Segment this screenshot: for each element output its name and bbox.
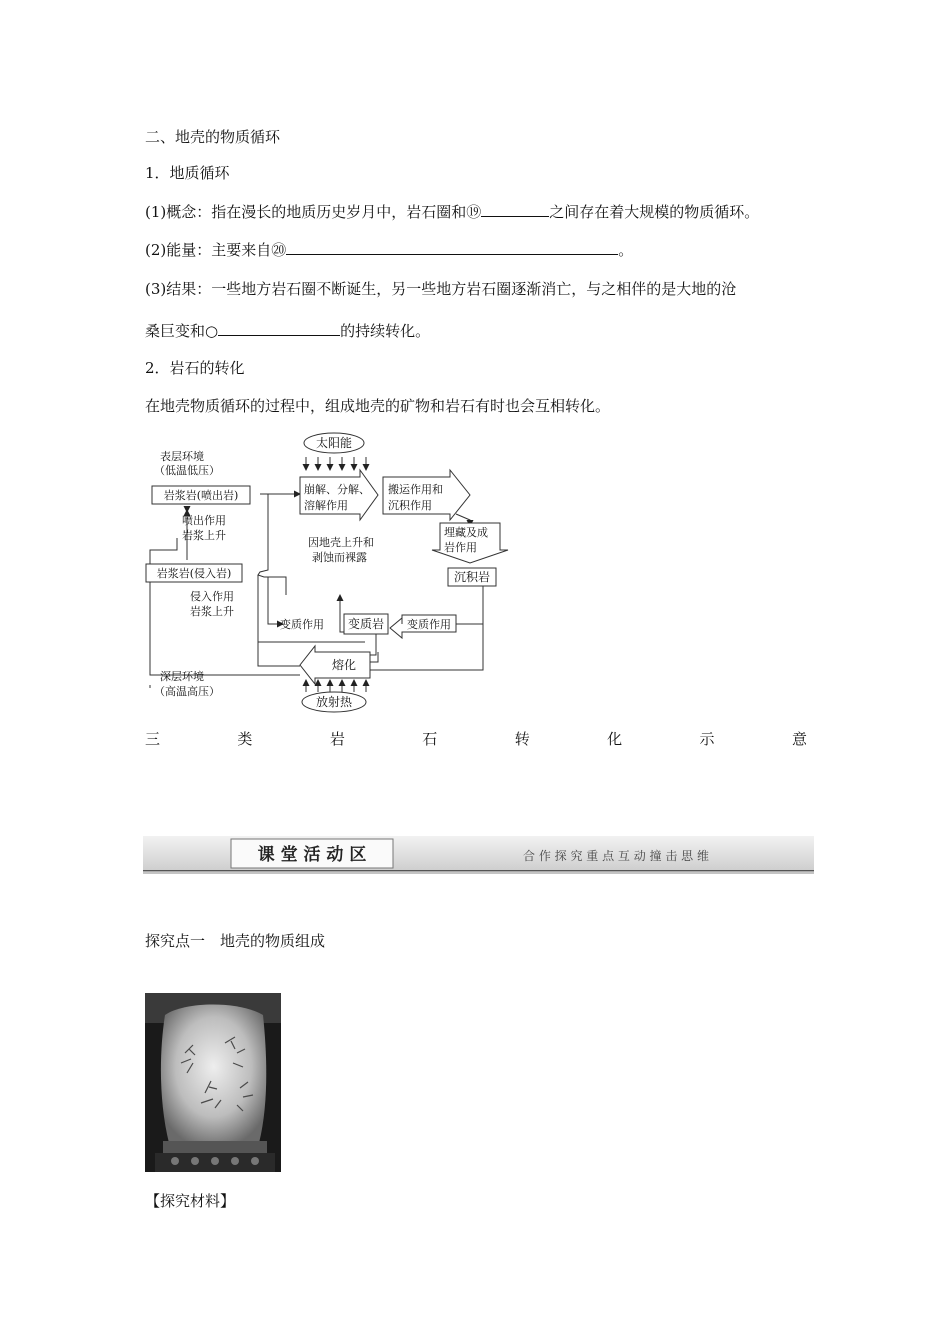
classroom-activity-banner: [143, 836, 814, 874]
metamorphic-label: 变质岩: [347, 617, 385, 631]
result-text-end: 的持续转化。: [340, 322, 431, 340]
intrusion-label-1: 侵入作用: [190, 590, 234, 603]
burial-label-1: 埋藏及成: [444, 526, 488, 539]
radioactive-label: 放射热: [315, 695, 353, 709]
subheading-geologic-cycle: 1．地质循环: [145, 164, 230, 182]
banner-slogan: 合 作 探 究 重 点 互 动 撞 击 思 维: [523, 849, 709, 863]
weathering-label-1: 崩解、分解、: [304, 483, 370, 496]
uplift-label-2: 剥蚀而裸露: [312, 551, 367, 564]
section-heading: 二、地壳的物质循环: [145, 128, 281, 146]
concept-line: [145, 201, 759, 222]
intrusion-label-2: 岩浆上升: [190, 605, 234, 618]
concept-text: (1)概念：指在漫长的地质历史岁月中，岩石圈和⑲: [145, 203, 482, 221]
eruption-label-1: 喷出作用: [182, 514, 226, 527]
metamorphism-left-label: 变质作用: [280, 618, 324, 631]
burial-label-2: 岩作用: [444, 541, 477, 554]
subheading-rock-transformation: 2．岩石的转化: [145, 359, 245, 377]
energy-text-end: 。: [618, 241, 634, 259]
caption-char: 化: [607, 730, 623, 748]
caption-char: 三: [145, 730, 161, 748]
answer-blank-21[interactable]: [218, 320, 340, 336]
deep-env-label-2: （高温高压）: [154, 685, 220, 698]
banner-title: 课 堂 活 动 区: [257, 845, 367, 865]
result-line-1: (3)结果：一些地方岩石圈不断诞生，另一些地方岩石圈逐渐消亡，与之相伴的是大地的沧: [145, 280, 737, 298]
result-text: 桑巨变和○: [145, 322, 219, 340]
energy-line: [145, 239, 633, 260]
melting-label: 熔化: [332, 658, 357, 672]
metamorphism-right-label: 变质作用: [407, 618, 451, 631]
answer-blank-19[interactable]: [481, 201, 549, 217]
uplift-label-1: 因地壳上升和: [308, 536, 374, 549]
concept-text-end: 之间存在着大规模的物质循环。: [549, 203, 760, 221]
transport-label-1: 搬运作用和: [388, 483, 443, 496]
deep-env-label-1: 深层环境: [160, 670, 204, 683]
extrusive-label: 岩浆岩(喷出岩): [163, 489, 239, 502]
caption-char: 示: [699, 730, 715, 748]
caption-char: 岩: [329, 730, 345, 748]
rock-cycle-diagram: [140, 430, 510, 720]
caption-char: 转: [514, 730, 530, 748]
weathering-label-2: 溶解作用: [304, 499, 348, 512]
sun-label: 太阳能: [315, 436, 353, 450]
energy-text: (2)能量：主要来自⑳: [145, 241, 287, 259]
dendrite-stone-photo: [145, 993, 281, 1172]
intro-paragraph: 在地壳物质循环的过程中，组成地壳的矿物和岩石有时也会互相转化。: [145, 397, 611, 415]
caption-char: 石: [422, 730, 438, 748]
diagram-caption: [145, 729, 807, 749]
sedimentary-label: 沉积岩: [453, 570, 491, 584]
transport-label-2: 沉积作用: [388, 499, 432, 512]
explore-point-title: 探究点一 地壳的物质组成: [145, 932, 326, 950]
result-line-2: [145, 320, 430, 341]
surface-env-label-2: （低温低压）: [154, 464, 220, 477]
caption-char: 意: [791, 730, 807, 748]
surface-env-label-1: 表层环境: [160, 450, 204, 463]
answer-blank-20[interactable]: [286, 239, 618, 255]
caption-char: 类: [237, 730, 253, 748]
material-label: 【探究材料】: [145, 1192, 236, 1210]
eruption-label-2: 岩浆上升: [182, 529, 226, 542]
intrusive-label: 岩浆岩(侵入岩): [156, 567, 232, 580]
